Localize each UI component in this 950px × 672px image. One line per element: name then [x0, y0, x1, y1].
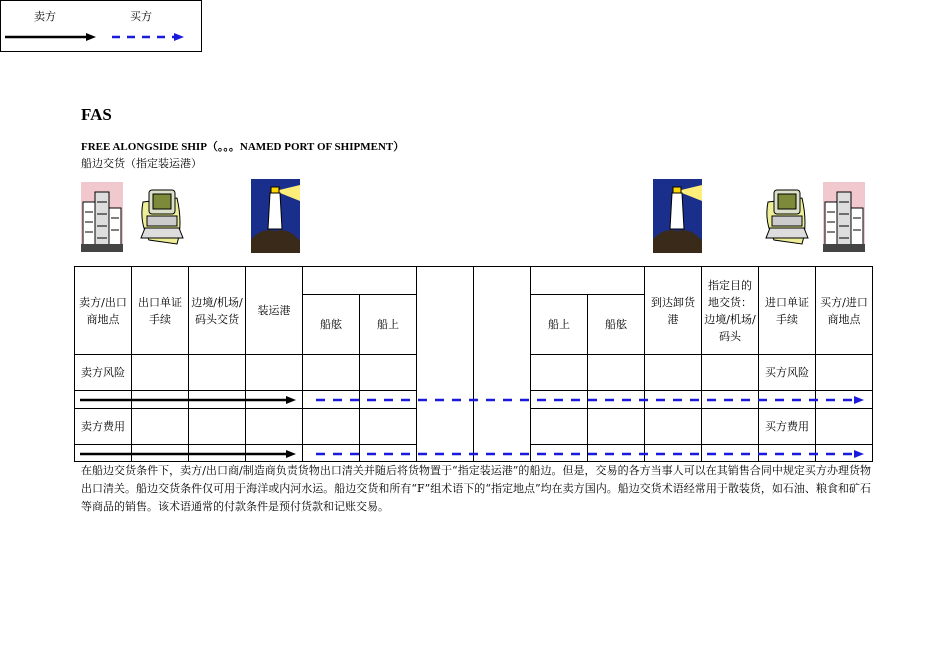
term-subtitle: FREE ALONGSIDE SHIP（。。。NAMED PORT OF SHIPMENT） — [81, 141, 405, 153]
header-on-board: 船上 — [531, 295, 588, 355]
legend-buyer-label: 买方 — [130, 10, 152, 23]
header-discharge-port: 到达卸货港 — [645, 267, 702, 355]
term-subtitle-chinese: 船边交货（指定装运港） — [81, 157, 202, 170]
header-destination-delivery: 指定目的地交货：边境/机场/码头 — [702, 267, 759, 355]
header-import-docs: 进口单证手续 — [759, 267, 816, 355]
legend-seller-label: 卖方 — [34, 10, 56, 23]
computer-terminal-icon — [762, 184, 810, 248]
seller-cost-label: 卖方费用 — [75, 409, 132, 445]
description-paragraph: 在船边交货条件下，卖方/出口商/制造商负责货物出口清关并随后将货物置于“指定装运港”的船边。但是，交易的各方当事人可以在其销售合同中规定买方办理货物出口清关。船边交货条件仅可用于海洋或内河水运。船边交货和所有“F”组术语下的“指定地点”均在卖方国内。船边交货术语经常用于散装货，如石油、粮食和矿石等商品的销售。该术语通常的付款条件是预付货款和记账交易。 — [81, 464, 871, 513]
header-buyer-location: 买方/进口商地点 — [816, 267, 873, 355]
buyer-cost-label: 买方费用 — [759, 409, 816, 445]
header-blank — [531, 267, 645, 295]
computer-terminal-icon — [137, 184, 185, 248]
page-title: FAS — [81, 105, 112, 124]
buyer-risk-label: 买方风险 — [759, 355, 816, 391]
seller-risk-label: 卖方风险 — [75, 355, 132, 391]
header-port-of-shipment: 装运港 — [246, 267, 303, 355]
lighthouse-icon — [653, 179, 702, 253]
sea-gap-cell — [474, 267, 531, 462]
header-blank — [303, 267, 417, 295]
header-ship-rail: 船舷 — [588, 295, 645, 355]
office-building-icon — [823, 182, 865, 252]
header-border-delivery: 边境/机场/码头交货 — [189, 267, 246, 355]
header-ship-rail: 船舷 — [303, 295, 360, 355]
office-building-icon — [81, 182, 123, 252]
header-seller-location: 卖方/出口商地点 — [75, 267, 132, 355]
lighthouse-icon — [251, 179, 300, 253]
legend-box — [0, 0, 202, 52]
legend-arrows — [0, 28, 200, 48]
header-export-docs: 出口单证手续 — [132, 267, 189, 355]
delivery-table — [74, 266, 873, 462]
header-on-board: 船上 — [360, 295, 417, 355]
header-row — [75, 267, 873, 295]
sea-gap-cell — [417, 267, 474, 462]
